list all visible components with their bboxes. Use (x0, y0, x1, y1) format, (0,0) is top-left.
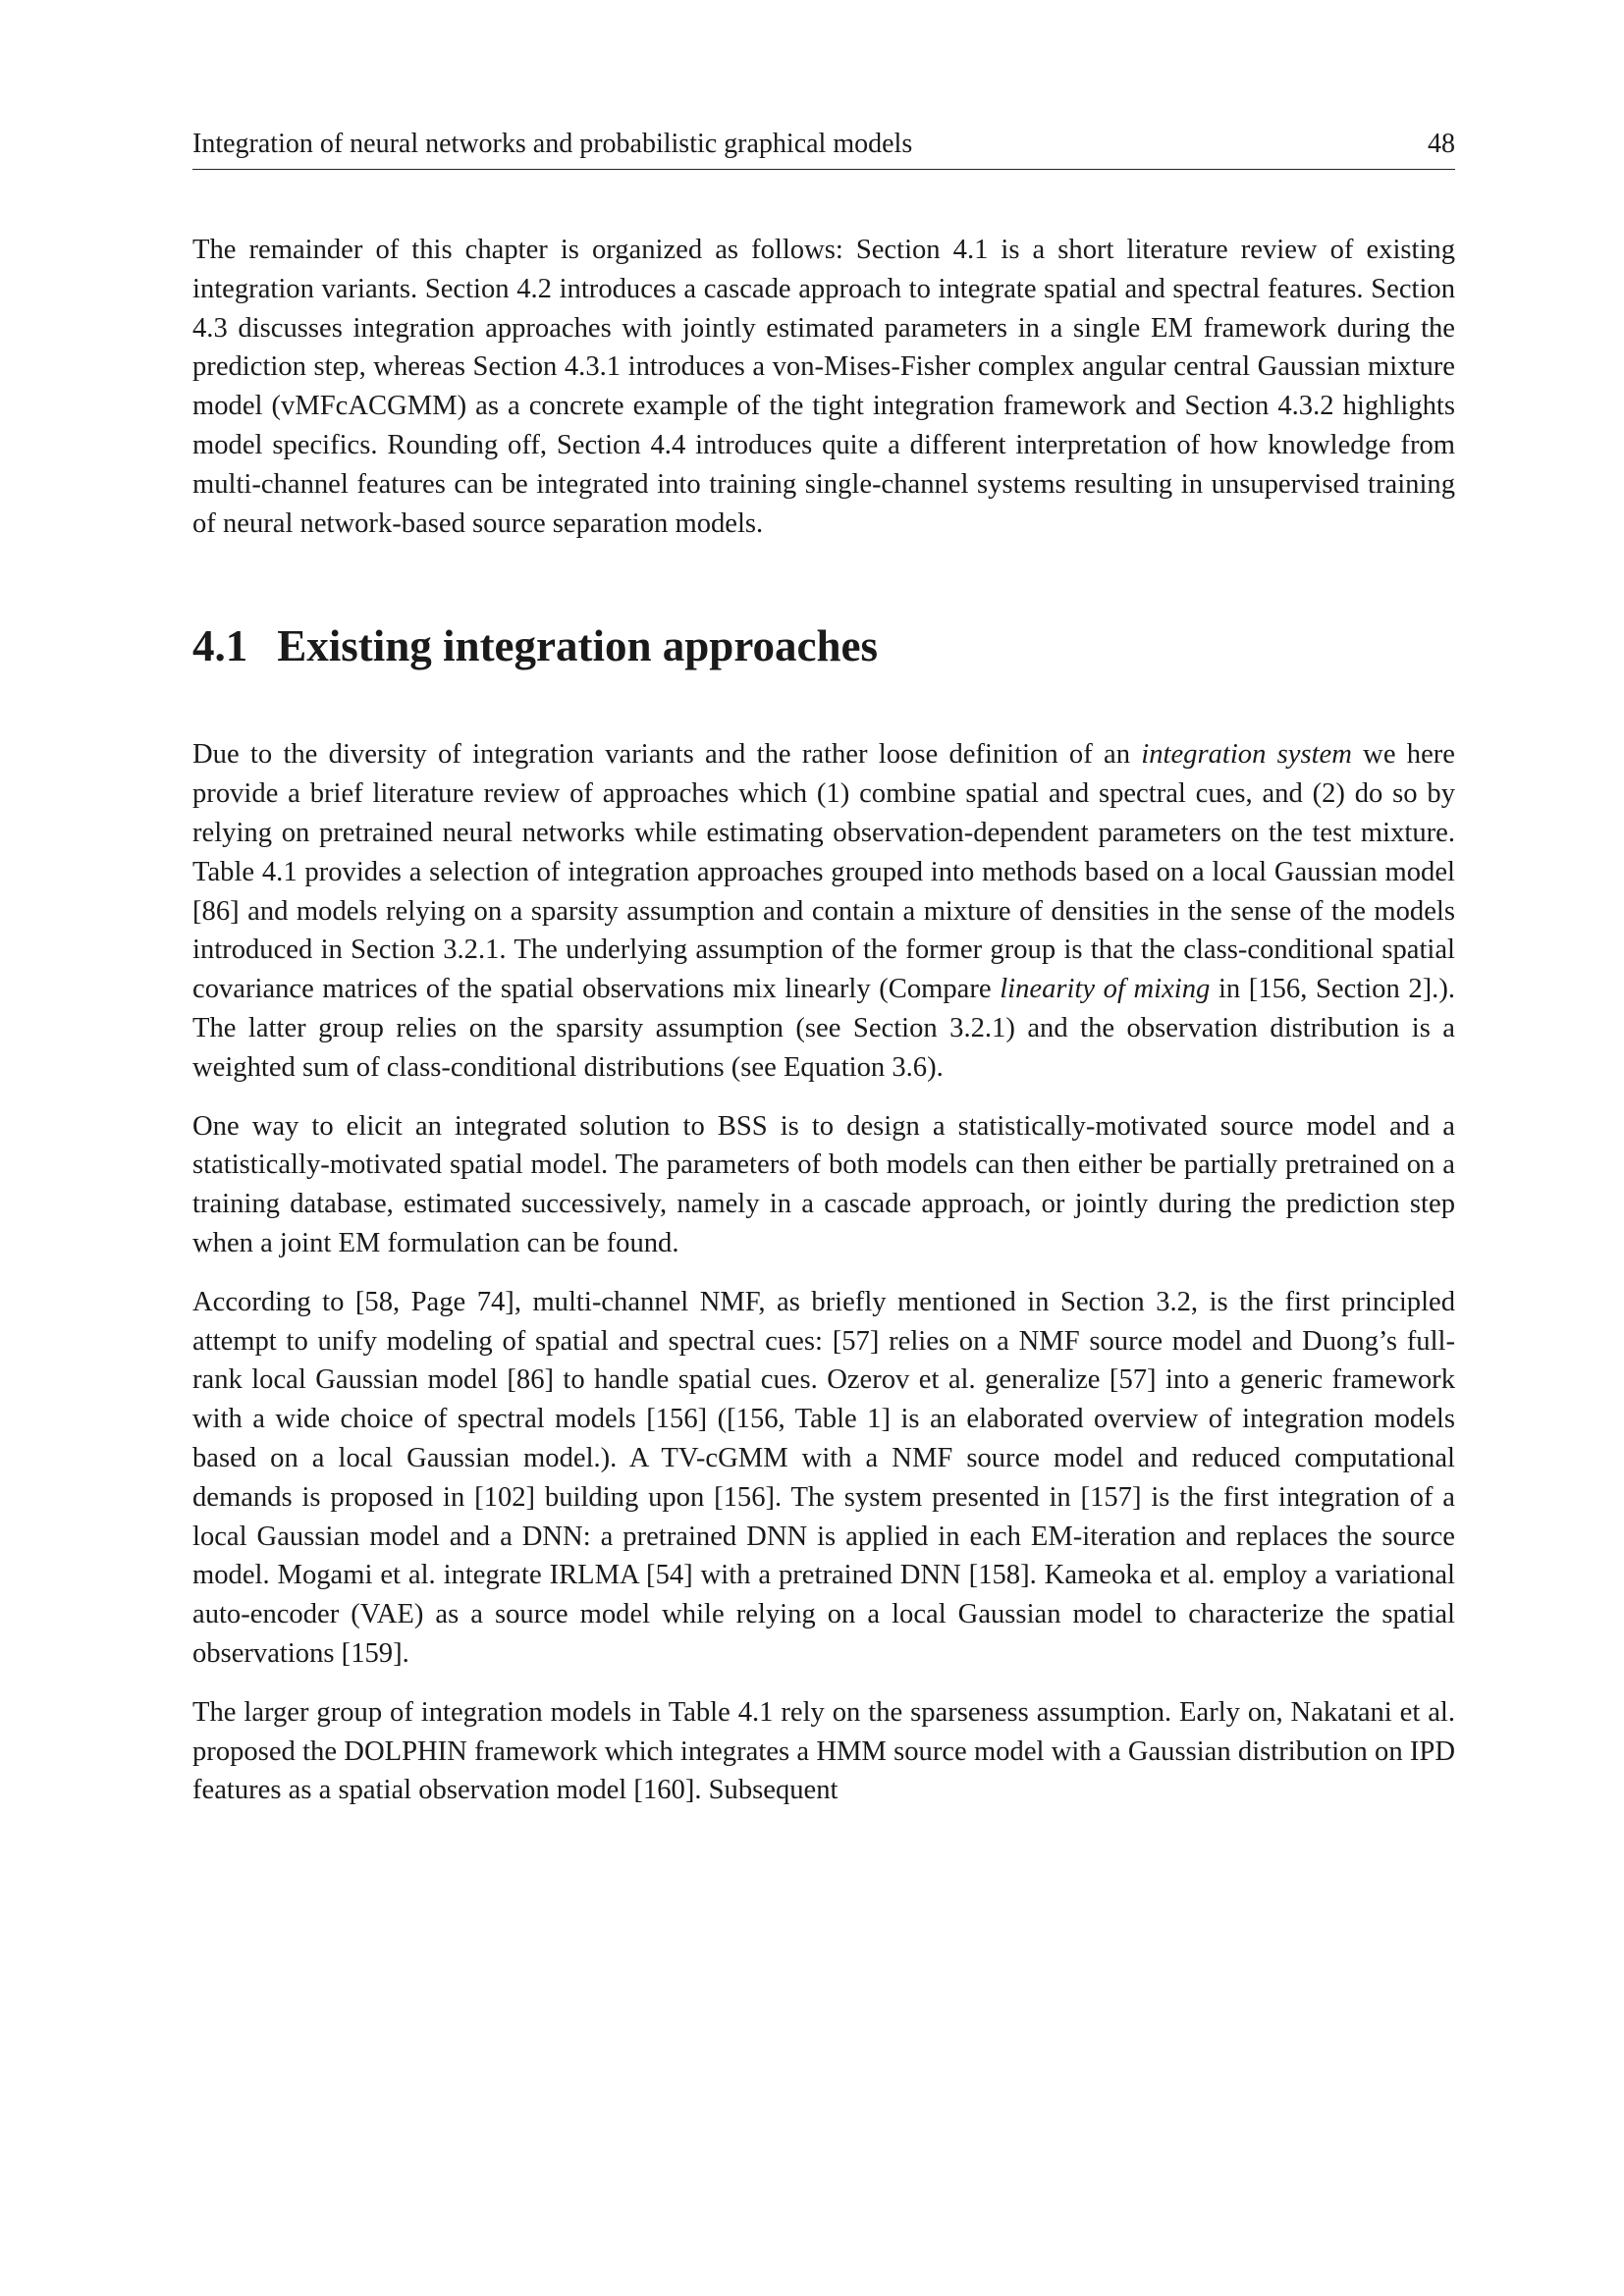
page (192, 128, 1455, 1830)
section-title: Existing integration approaches (277, 621, 878, 671)
intro-paragraph: The remainder of this chapter is organized as follows: Section 4.1 is a short literature review of existing integration variants. Section 4.2 introduces a cascade approach to integrate spatial and spectral features. Section 4.3 discusses integration approaches with jointly estimated parameters in a single EM framework during the prediction step, whereas Section 4.3.1 introduces a von-Mises-Fisher complex angular central Gaussian mixture model (vMFcACGMM) as a concrete example of the tight integration framework and Section 4.3.2 highlights model specifics. Rounding off, Section 4.4 introduces quite a different interpretation of how knowledge from multi-channel features can be integrated into training single-channel systems resulting in unsupervised training of neural network-based source separation models. (192, 235, 1455, 539)
section-number: 4.1 (192, 621, 248, 671)
paragraph-1-emphasis-b: linearity of mixing (1000, 974, 1211, 1005)
paragraph-2: One way to elicit an integrated solution to BSS is to design a statistically-motivated source model and a statistically-motivated spatial model. The parameters of both models can then either be partially pretrained on a training database, estimated successively, namely in a cascade approach, or jointly during the prediction step when a joint EM formulation can be found. (192, 1110, 1455, 1258)
paragraph-1-text-b: we here provide a brief literature review of approaches which (1) combine spatial and spectral cues, and (2) do so by relying on pretrained neural networks while estimating observation-dependent parameters on the test mixture. Table 4.1 provides a selection of integration approaches grouped into methods based on a local Gaussian model [86] and models relying on a sparsity assumption and contain a mixture of densities in the sense of the models introduced in Section 3.2.1. The underlying assumption of the former group is that the class-conditional spatial covariance matrices of the spatial observations mix linearly (Compare (192, 739, 1455, 1005)
section-heading (192, 619, 1455, 672)
page-number: 48 (1428, 129, 1455, 159)
paragraph-4: The larger group of integration models in Table 4.1 rely on the sparseness assumption. Early on, Nakatani et al. proposed the DOLPHIN framework which integrates a HMM source model with a Gaussian distribution on IPD features as a spatial observation model [160]. Subsequent (192, 1696, 1455, 1806)
running-title: Integration of neural networks and probabilistic graphical models (192, 129, 913, 159)
paragraph-1-text-a: Due to the diversity of integration variants and the rather loose definition of an (192, 739, 1142, 771)
paragraph-1 (192, 735, 1455, 1087)
running-header (192, 128, 1455, 170)
intro-section (192, 231, 1455, 543)
paragraph-1-text-c: in [156, Section 2].). The latter group relies on the sparsity assumption (see Section 3.2.1) and the observation distribution is a weighted sum of class-conditional distributions (see Equation 3.6). (192, 974, 1455, 1083)
paragraph-3: According to [58, Page 74], multi-channel NMF, as briefly mentioned in Section 3.2, is the first principled attempt to unify modeling of spatial and spectral cues: [57] relies on a NMF source model and Duong’s full-rank local Gaussian model [86] to handle spatial cues. Ozerov et al. generalize [57] into a generic framework with a wide choice of spectral models [156] ([156, Table 1] is an elaborated overview of integration models based on a local Gaussian model.). A TV-cGMM with a NMF source model and reduced computational demands is proposed in [102] building upon [156]. The system presented in [157] is the first integration of a local Gaussian model and a DNN: a pretrained DNN is applied in each EM-iteration and replaces the source model. Mogami et al. integrate IRLMA [54] with a pretrained DNN [158]. Kameoka et al. employ a variational auto-encoder (VAE) as a source model while relying on a local Gaussian model to characterize the spatial observations [159]. (192, 1286, 1455, 1669)
paragraph-1-emphasis-a: integration system (1141, 739, 1352, 771)
